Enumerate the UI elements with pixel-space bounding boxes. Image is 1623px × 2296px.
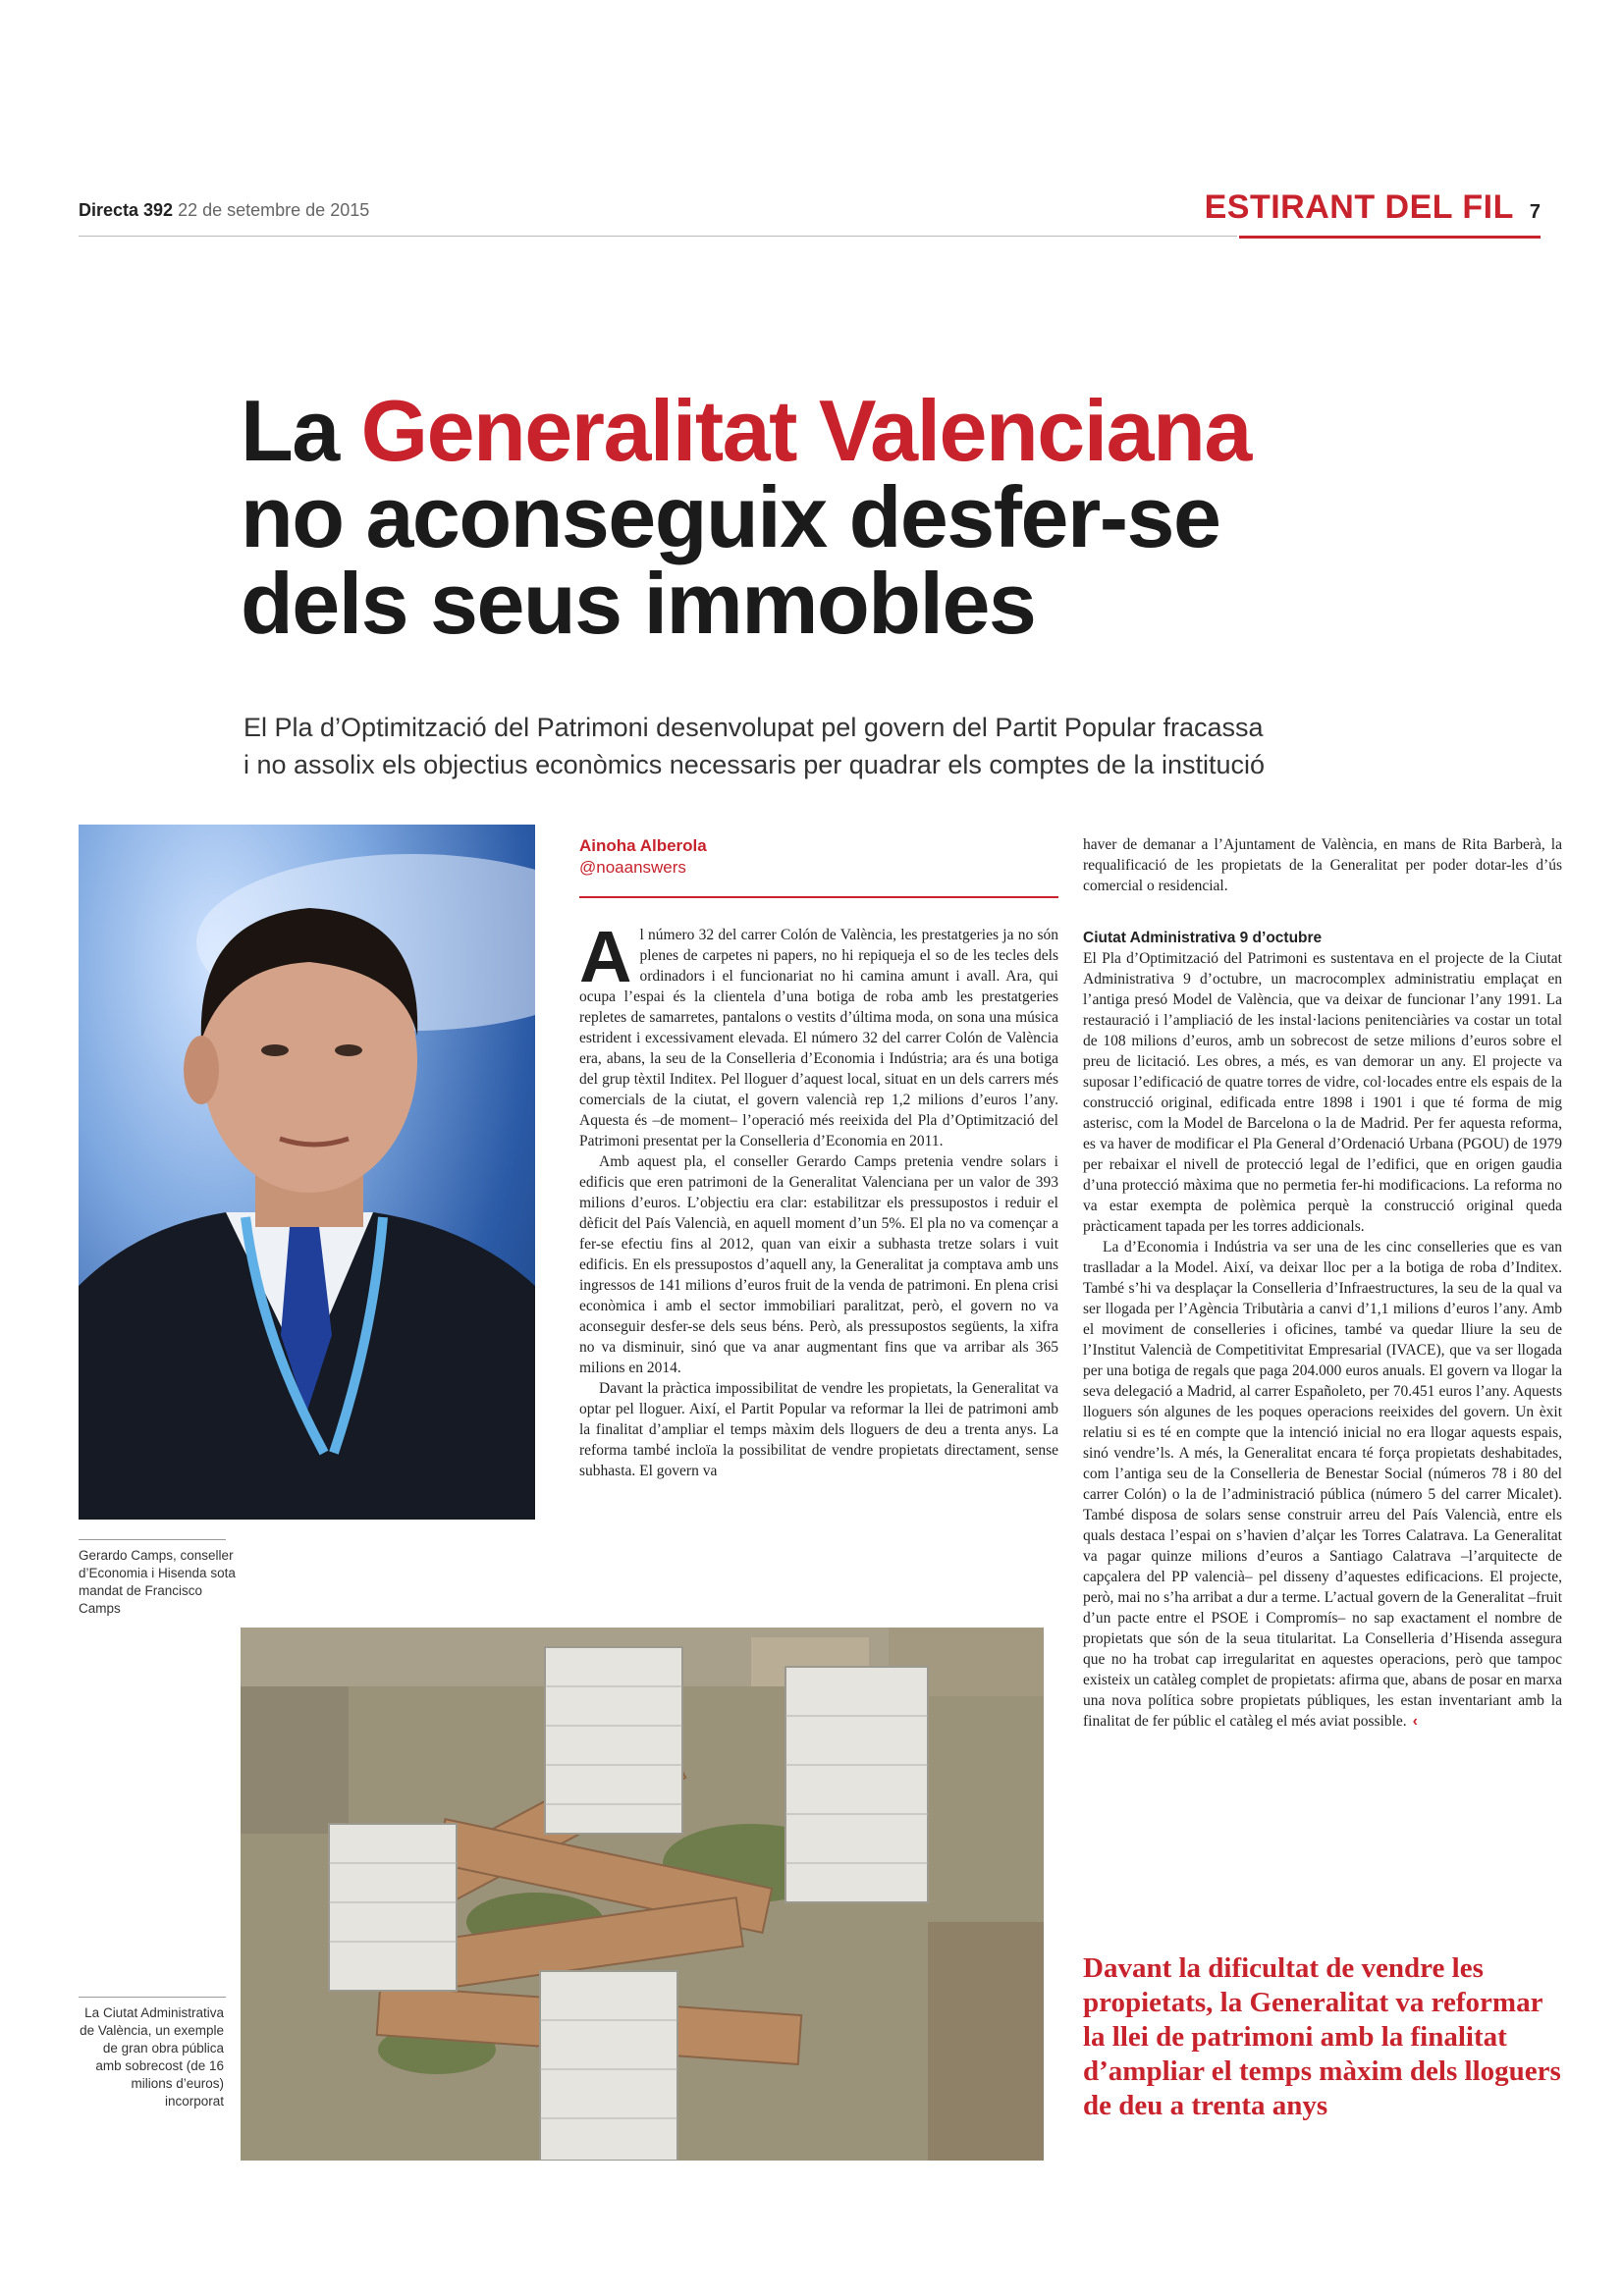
- aerial-photo: [241, 1628, 1044, 2161]
- running-header-left: [79, 200, 369, 221]
- article-headline: [241, 382, 1546, 652]
- body-paragraph-2: Amb aquest pla, el conseller Gerardo Camps pretenia vendre solars i edificis que eren patrimoni de la Generalitat Valenciana per un valor de 393 milions d’euros. L’objectiu era clar: estabilitzar els pressupostos i reduir el dèficit del País Valencià, en aquell moment d’un 5%. El pla no va començar a fer-se efectiu fins al 2012, quan van eixir a subhasta tretze solars i vuit edificis. En els pressupostos d’aquell any, la Generalitat ja comptava amb uns ingressos de 141 milions d’euros fruit de la venda de patrimoni. En plena crisi econòmica i amb el sector immobiliari paralitzat, però, el govern no va aconseguir desfer-se dels seus béns. Però, als pressupostos següents, la xifra no va disminuir, sinó que va anar augmentant fins que va arribar als 365 milions en 2014.: [579, 1153, 1058, 1376]
- pull-quote: Davant la dificultat de vendre les propietats, la Generalitat va reformar la llei de patrimoni amb la finalitat d’ampliar el temps màxim dels lloguers de deu a trenta anys: [1083, 1952, 1561, 2121]
- byline-divider: [579, 896, 1058, 898]
- page-number: 7: [1529, 201, 1541, 223]
- article-column-2-top: [1083, 834, 1562, 896]
- header-divider-accent: [1239, 236, 1541, 239]
- running-header-right: [1205, 188, 1541, 227]
- portrait-photo: [79, 825, 535, 1520]
- drop-cap: A: [579, 916, 632, 997]
- caption-divider-2: [79, 1997, 226, 1998]
- portrait-illustration: [79, 825, 535, 1520]
- article-standfirst: [243, 709, 1520, 783]
- standfirst-line2: i no assolix els objectius econòmics necessaris per quadrar els comptes de la institució: [243, 750, 1266, 779]
- issue-date: 22 de setembre de 2015: [178, 200, 370, 220]
- portrait-caption: Gerardo Camps, conseller d’Economia i Hisenda sota mandat de Francisco Camps: [79, 1548, 236, 1616]
- standfirst-line1: El Pla d’Optimització del Patrimoni desenvolupat pel govern del Partit Popular fracassa: [243, 713, 1264, 742]
- article-column-2: [1083, 928, 1562, 1732]
- headline-line3: dels seus immobles: [241, 555, 1036, 652]
- aerial-illustration: [241, 1628, 1044, 2161]
- headline-highlight: Generalitat Valenciana: [360, 382, 1251, 479]
- aerial-caption: La Ciutat Administrativa de València, un exemple de gran obra pública amb sobrecost (de 16 milions d’euros) incorporat: [80, 2005, 224, 2109]
- body-paragraph-5: El Pla d’Optimització del Patrimoni es sustentava en el projecte de la Ciutat Administrativa 9 d’octubre, un macrocomplex administratiu emplaçat en l’antiga presó Model de València, que va deixar de funcionar l’any 1991. La restauració i l’ampliació de les instal·lacions penitenciàries va costar un total de 108 milions d’euros, amb un sobrecost de setze milions d’euros sobre el preu de licitació. Les obres, a més, es van demorar un any. El projecte va suposar l’edificació de quatre torres de vidre, col·locades entre els espais de la construcció original, edificada entre 1898 i 1901 i que té forma de mig asterisc, com la Model de Barcelona o la de Madrid. Per fer aquesta reforma, es va haver de modificar el Pla General d’Ordenació Urbana (PGOU) de 1979 per rebaixar el nivell de protecció legal de l’edifici, que en origen gaudia d’una protecció màxima que no permetia fer-hi modificacions. La reforma no va estar exempta de polèmica perquè la construcció original queda pràcticament tapada per les torres addicionals.: [1083, 950, 1562, 1235]
- section-subhead: Ciutat Administrativa 9 d’octubre: [1083, 930, 1323, 946]
- headline-part1: La: [241, 382, 339, 479]
- section-title: ESTIRANT DEL FIL: [1204, 188, 1514, 226]
- body-paragraph-4: haver de demanar a l’Ajuntament de València, en mans de Rita Barberà, la requalificació de les propietats de la Generalitat per poder dotar-les d’ús comercial o residencial.: [1083, 836, 1562, 894]
- body-paragraph-1: Al número 32 del carrer Colón de València, les prestatgeries ja no són plenes de carpetes ni papers, no hi repiqueja el so de les tecles dels ordinadors i el funcionariat no hi camina amunt i avall. Ara, qui ocupa l’espai és la clientela d’una botiga de roba amb les prestatgeries repletes de samarretes, pantalons o vestits d’última moda, on sona una música estrident i excessivament elevada. El número 32 del carrer Colón de València era, abans, la seu de la Conselleria d’Economia i Indústria; ara és una botiga del grup tèxtil Inditex. Pel lloguer d’aquest local, situat en un dels carrers més comercials de la ciutat, el govern valencià rep 1,2 milions d’euros l’any. Aquesta és –de moment– l’operació més reeixida del Pla d’Optimització del Patrimoni presentat per la Conselleria d’Economia en 2011.: [579, 916, 1058, 1149]
- publication-name: Directa 392: [79, 200, 174, 220]
- author-handle: @noaanswers: [579, 858, 686, 877]
- header-divider-thin: [79, 236, 1237, 237]
- headline-line2: no aconseguix desfer-se: [241, 468, 1220, 565]
- article-column-1: [579, 916, 1058, 1481]
- body-paragraph-3: Davant la pràctica impossibilitat de vendre les propietats, la Generalitat va optar pel lloguer. Així, el Partit Popular va reformar la llei de patrimoni amb la finalitat d’ampliar el temps màxim dels lloguers de deu a trenta anys. La reforma també incloïa la possibilitat de vendre propietats directament, sense subhasta. El govern va: [579, 1380, 1058, 1479]
- end-mark-icon: ‹: [1412, 1713, 1418, 1730]
- body-paragraph-6: La d’Economia i Indústria va ser una de les cinc conselleries que es van traslladar a la Model. Així, va deixar lloc per a la botiga de roba d’Inditex. També s’hi va desplaçar la Conselleria d’Infraestructures, la seu de la qual va ser llogada per l’Agència Tributària a canvi d’1,1 milions d’euros l’any. Amb el moviment de conselleries i oficines, també va quedar lliure la seu de l’Institut Valencià de Competitivitat Empresarial (IVACE), que va ser llogada per una botiga de regals que paga 204.000 euros anuals. El govern va llogar la seva delegació a Madrid, al carrer Españoleto, per 70.451 euros l’any. Aquests lloguers són algunes de les poques operacions reeixides del govern. Un èxit relatiu si es té en compte que la intenció inicial no era llogar aquests espais, sinó vendre’ls. A més, la Generalitat encara té força propietats deshabitades, com l’antiga seu de la Conselleria de Benestar Social (números 78 i 80 del carrer Colón) o la de l’administració pública (número 5 del carrer Micalet). També disposa de solars sense construir arreu del País Valencià, entre els quals destaca l’espai on s’havien d’alçar les Torres Calatrava. La Generalitat va pagar quinze milions d’euros a Santiago Calatrava –l’arquitecte de capçalera del PP valencià– pel disseny d’aquestes edificacions. El projecte, però, mai no s’ha arribat a dur a terme. L’actual govern de la Generalitat –fruit d’un pacte entre el PSOE i Compromís– no sap exactament el nombre de propietats que són de la seua titularitat. La Conselleria d’Hisenda assegura que no ha trobat cap irregularitat en aquestes operacions, però que tampoc existeix un catàleg complet de propietats: afirma que, abans de posar en marxa una nova política sobre propietats públiques, les estan inventariant amb la finalitat de fer públic el catàleg el més aviat possible. ‹: [1083, 1239, 1562, 1730]
- caption-divider: [79, 1539, 226, 1540]
- author-name: Ainoha Alberola: [579, 836, 707, 855]
